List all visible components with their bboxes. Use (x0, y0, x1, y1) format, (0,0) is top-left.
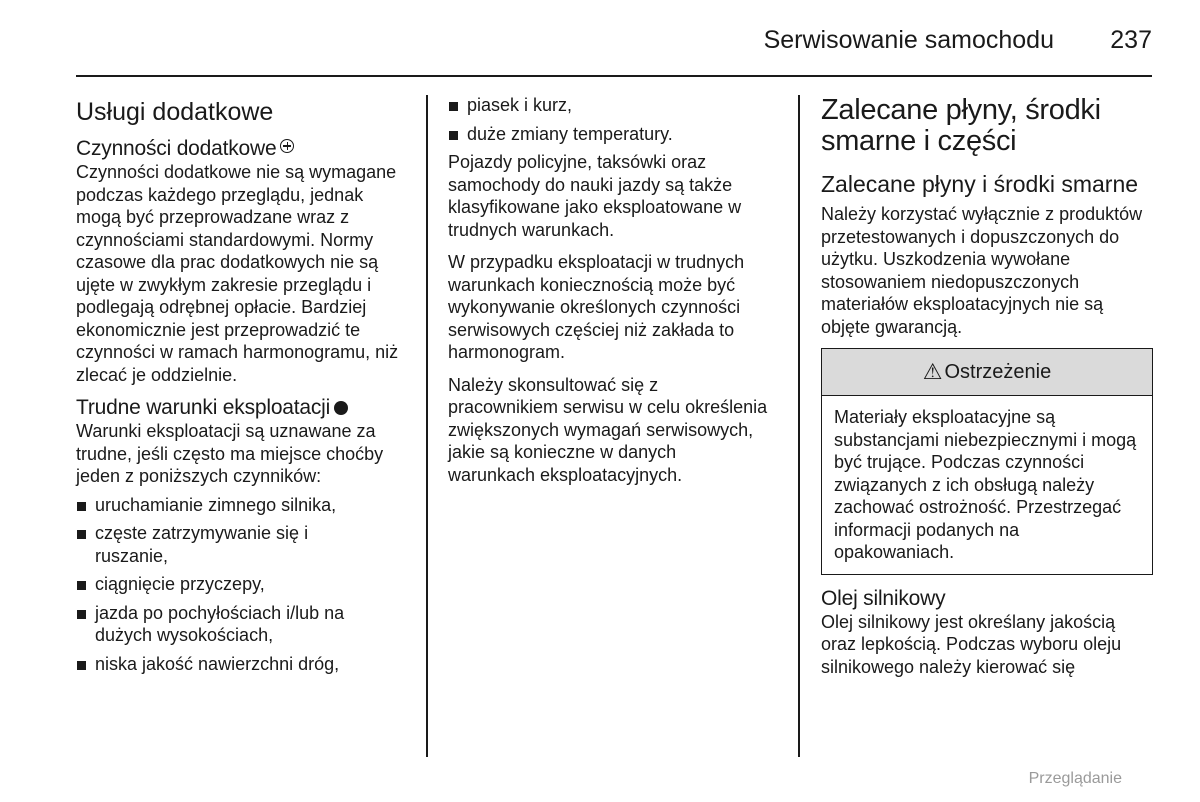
paragraph-more-frequent-service: W przypadku eksploatacji w trudnych warunkach koniecznością może być wykonywanie określonych czynności serwisowych częściej niż zakłada to harmonogram. (448, 252, 745, 362)
list-item: piasek i kurz, (448, 94, 783, 117)
paragraph-additional-work: Czynności dodatkowe nie są wymagane podczas każdego przeglądu, jednak mogą być przeprowadzane wraz z czynnościami standardowymi. Normy czasowe dla prac dodatkowych nie są ujęte w zwykłym zakresie przeglądu i podlegają odrębnej opłacie. Bardziej ekonomicznie jest przeprowadzić te czynności w ramach harmonogramu, niż zlecać je oddzielnie. (76, 162, 399, 385)
list-item: częste zatrzymywanie się i ruszanie, (76, 522, 345, 567)
page-number: 237 (1110, 26, 1152, 54)
filled-circle-icon (334, 401, 348, 415)
paragraph-difficult-conditions: Warunki eksploatacji są uznawane za trudne, jeśli często ma miejsce choćby jeden z poniższych czynników: (76, 421, 384, 486)
warning-body: Materiały eksploatacyjne są substancjami niebezpiecznymi i mogą być trujące. Podczas czynności związanych z ich obsługą należy zachować ostrożność. Przestrzegać informacji podanych na opakowaniach. (834, 407, 1137, 562)
header-divider (76, 75, 1152, 77)
column-1 (76, 92, 411, 681)
subsection-title-engine-oil: Olej silnikowy (821, 586, 946, 610)
running-header-title: Serwisowanie samochodu (763, 26, 1054, 54)
column-3 (821, 92, 1153, 678)
chapter-title: Zalecane płyny, środki smarne i części (821, 94, 1101, 157)
paragraph-consult-service: Należy skonsultować się z pracownikiem serwisu w celu określenia zwiększonych wymagań serwisowych, jakie są konieczne w danych warunkach eksploatacyjnych. (448, 374, 768, 485)
column-divider-right (798, 95, 800, 757)
column-divider-left (426, 95, 428, 757)
subsection-title-difficult-conditions: Trudne warunki eksploatacji (76, 396, 411, 420)
conditions-list-continued (448, 94, 783, 145)
subsection-title-additional-work: Czynności dodatkowe (76, 137, 411, 161)
subsection-title-fluids: Zalecane płyny i środki smarne (821, 171, 1139, 197)
warning-title: Ostrzeżenie (944, 360, 1052, 383)
section-title: Usługi dodatkowe (76, 98, 274, 126)
footer-watermark: Przeglądanie (1028, 770, 1122, 787)
list-item: ciągnięcie przyczepy, (76, 573, 411, 596)
list-item: jazda po pochyłościach i/lub na dużych wysokościach, (76, 602, 395, 647)
warning-header (822, 349, 1152, 396)
paragraph-engine-oil: Olej silnikowy jest określany jakością oraz lepkością. Podczas wyboru oleju silnikowego należy kierować się (821, 611, 1122, 677)
list-item: duże zmiany temperatury. (448, 123, 783, 146)
warning-box (821, 348, 1153, 575)
list-item: uruchamianie zimnego silnika, (76, 494, 411, 517)
paragraph-special-vehicles: Pojazdy policyjne, taksówki oraz samochody do nauki jazdy są także klasyfikowane jako eksploatowane w trudnych warunkach. (448, 152, 742, 240)
plus-circle-icon (280, 139, 294, 153)
list-item: niska jakość nawierzchni dróg, (76, 653, 411, 676)
paragraph-fluids: Należy korzystać wyłącznie z produktów przetestowanych i dopuszczonych do użytku. Uszkodzenia wywołane stosowaniem niedopuszczonych materiałów eksploatacyjnych nie są objęte gwarancją. (821, 204, 1143, 337)
conditions-list (76, 494, 411, 676)
column-2 (448, 94, 783, 486)
warning-triangle-icon: ⚠ (922, 358, 943, 384)
